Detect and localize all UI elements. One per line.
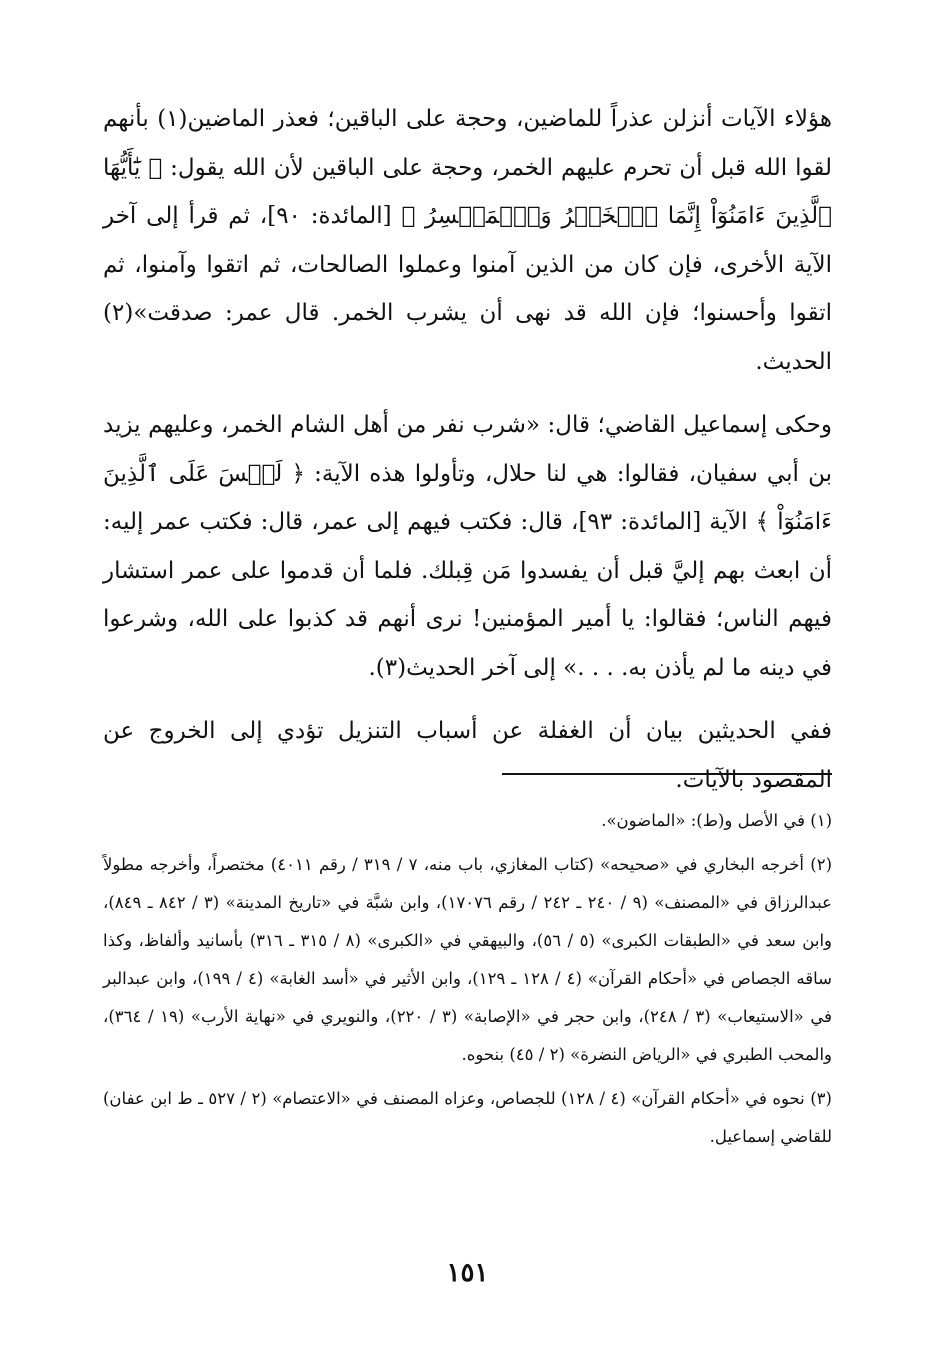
paragraph-1: هؤلاء الآيات أنزلن عذراً للماضين، وحجة على الباقين؛ فعذر الماضين(١) بأنهم لقوا الله قبل أن تحرم عليهم الخمر، وحجة على الباقين لأن الله يقول: ﴿ يَٰٓأَيُّهَا ٱلَّذِينَ ءَامَنُوٓاْ إِنَّمَا ٱلۡخَمۡرُ وَٱلۡمَيۡسِرُ ﴾ [المائدة: ٩٠]، ثم قرأ إلى آخر الآية الأخرى، فإن كان من الذين آمنوا وعملوا الصالحات، ثم اتقوا وآمنوا، ثم اتقوا وأحسنوا؛ فإن الله قد نهى أن يشرب الخمر. قال عمر: صدقت»(٢) الحديث. xyxy=(103,106,832,375)
footnote-3: (٣) نحوه في «أحكام القرآن» (٤ / ١٢٨) للجصاص، وعزاه المصنف في «الاعتصام» (٢ / ٥٢٧ ـ ط ابن عفان) للقاضي إسماعيل. xyxy=(103,1089,832,1146)
footnotes xyxy=(103,802,832,1156)
footnote-1: (١) في الأصل و(ط): «الماضون». xyxy=(601,811,832,830)
main-text xyxy=(103,95,832,804)
page-number: ١٥١ xyxy=(446,1258,489,1288)
paragraph-3: ففي الحديثين بيان أن الغفلة عن أسباب التنزيل تؤدي إلى الخروج عن المقصود بالآيات. xyxy=(103,718,832,793)
paragraph-2: وحكى إسماعيل القاضي؛ قال: «شرب نفر من أهل الشام الخمر، وعليهم يزيد بن أبي سفيان، فقالوا: هي لنا حلال، وتأولوا هذه الآية: ﴿ لَيۡسَ عَلَى ٱلَّذِينَ ءَامَنُوٓاْ ﴾ الآية [المائدة: ٩٣]، قال: فكتب فيهم إلى عمر، قال: فكتب عمر إليه: أن ابعث بهم إليَّ قبل أن يفسدوا مَن قِبلك. فلما أن قدموا على عمر استشار فيهم الناس؛ فقالوا: يا أمير المؤمنين! نرى أنهم قد كذبوا على الله، وشرعوا في دينه ما لم يأذن به. . . .» إلى آخر الحديث(٣). xyxy=(103,412,832,681)
footnote-2: (٢) أخرجه البخاري في «صحيحه» (كتاب المغازي، باب منه، ٧ / ٣١٩ / رقم ٤٠١١) مختصراً، وأخرجه مطولاً عبدالرزاق في «المصنف» (٩ / ٢٤٠ ـ ٢٤٢ / رقم ١٧٠٧٦)، وابن شبَّة في «تاريخ المدينة» (٣ / ٨٤٢ ـ ٨٤٩)، وابن سعد في «الطبقات الكبرى» (٥ / ٥٦)، والبيهقي في «الكبرى» (٨ / ٣١٥ ـ ٣١٦) بأسانيد وألفاظ، وكذا ساقه الجصاص في «أحكام القرآن» (٤ / ١٢٨ ـ ١٢٩)، وابن الأثير في «أسد الغابة» (٤ / ١٩٩)، وابن عبدالبر في «الاستيعاب» (٣ / ٢٤٨)، وابن حجر في «الإصابة» (٣ / ٢٢٠)، والنويري في «نهاية الأرب» (١٩ / ٣٦٤)، والمحب الطبري في «الرياض النضرة» (٢ / ٤٥) بنحوه. xyxy=(103,855,833,1064)
footnote-separator xyxy=(502,773,832,775)
